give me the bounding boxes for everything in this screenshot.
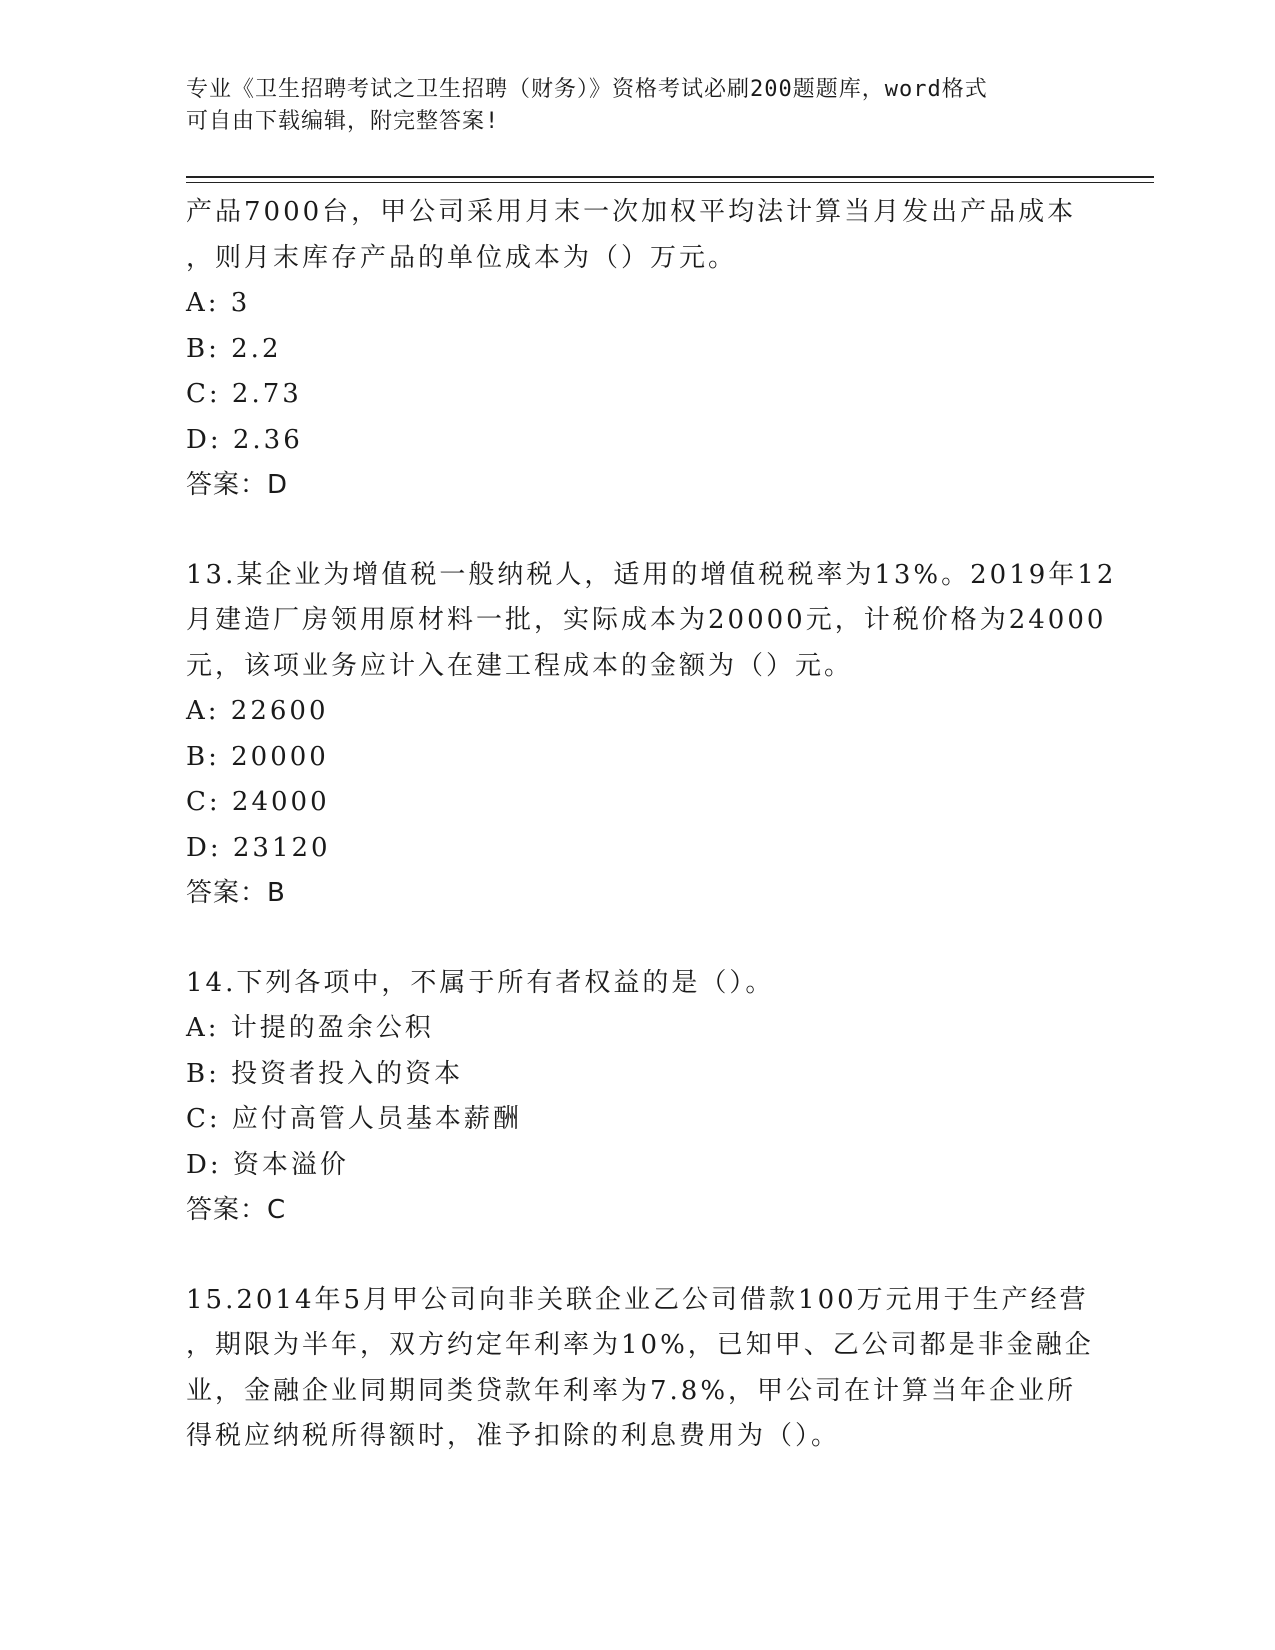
answer-label: 答案：C xyxy=(186,1195,287,1225)
question-text-line: 15.2014年5月甲公司向非关联企业乙公司借款100万元用于生产经营 xyxy=(186,1284,1089,1315)
option-d: D: 资本溢价 xyxy=(186,1149,349,1180)
option-c: C: 24000 xyxy=(186,787,330,817)
option-c: C: 应付高管人员基本薪酬 xyxy=(186,1104,522,1134)
header-line: 专业《卫生招聘考试之卫生招聘（财务）》资格考试必刷200题题库，word格式 xyxy=(186,77,988,102)
option-c: C: 2.73 xyxy=(186,379,302,409)
header-divider-thin xyxy=(186,182,1154,183)
answer-label: 答案：B xyxy=(186,878,286,908)
question-text-line: 得税应纳税所得额时，准予扣除的利息费用为（）。 xyxy=(186,1421,841,1451)
question-text-line: 13.某企业为增值税一般纳税人，适用的增值税税率为13%。2019年12 xyxy=(186,559,1117,590)
question-text-line: 业，金融企业同期同类贷款年利率为7.8%，甲公司在计算当年企业所 xyxy=(186,1375,1077,1406)
question-12 xyxy=(186,190,1086,509)
option-d: D: 23120 xyxy=(186,832,331,863)
document-body xyxy=(186,190,1117,1460)
header-divider-thick xyxy=(186,176,1154,178)
option-d: D: 2.36 xyxy=(186,424,303,455)
option-b: B: 投资者投入的资本 xyxy=(186,1058,464,1089)
question-text-line: 产品7000台，甲公司采用月末一次加权平均法计算当月发出产品成本 xyxy=(186,197,1077,227)
option-b: B: 2.2 xyxy=(186,333,282,364)
question-text-line: 14.下列各项中，不属于所有者权益的是（）。 xyxy=(186,967,775,998)
option-a: A: 计提的盈余公积 xyxy=(186,1013,434,1043)
question-text-line: 元，该项业务应计入在建工程成本的金额为（）元。 xyxy=(186,650,854,681)
question-14 xyxy=(186,961,1086,1234)
option-a: A: 3 xyxy=(186,288,251,318)
option-a: A: 22600 xyxy=(186,696,329,726)
document-header xyxy=(186,74,1086,138)
option-b: B: 20000 xyxy=(186,741,329,772)
question-13 xyxy=(186,553,1117,917)
question-15 xyxy=(186,1278,1094,1460)
question-text-line: 月建造厂房领用原材料一批，实际成本为20000元，计税价格为24000 xyxy=(186,605,1107,635)
header-line: 可自由下载编辑，附完整答案! xyxy=(186,109,500,134)
question-text-line: ，则月末库存产品的单位成本为（）万元。 xyxy=(186,242,738,273)
question-text-line: ，期限为半年，双方约定年利率为10%，已知甲、乙公司都是非金融企 xyxy=(186,1330,1094,1360)
answer-label: 答案：D xyxy=(186,470,289,500)
